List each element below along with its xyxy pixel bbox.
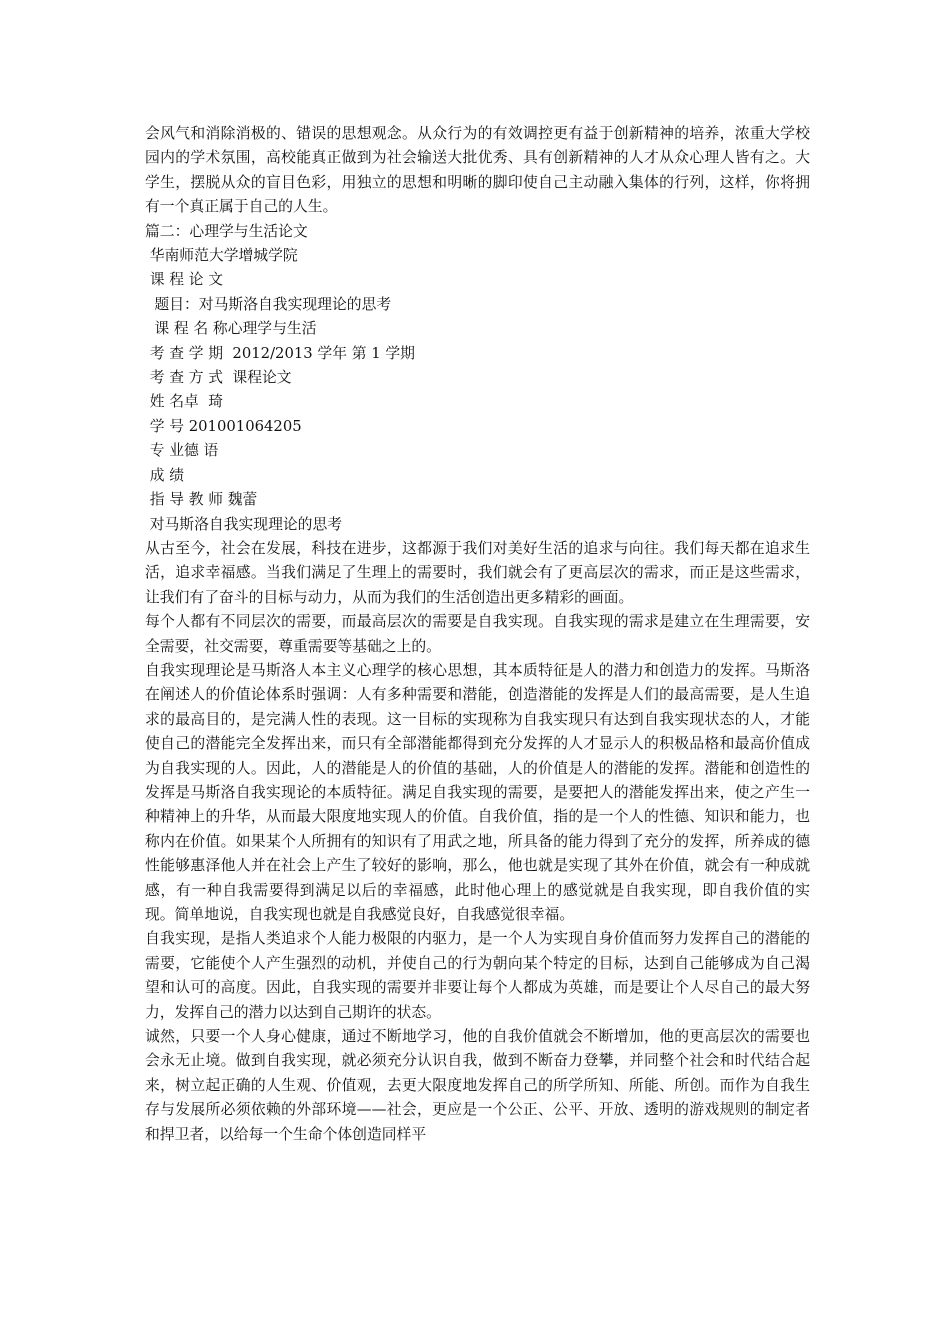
cover-school: 华南师范大学增城学院 (145, 247, 298, 265)
cover-course: 课 程 名 称心理学与生活 (145, 320, 317, 338)
cover-name: 姓 名卓 琦 (145, 393, 224, 411)
cover-major: 专 业德 语 (145, 442, 219, 460)
cover-grade: 成 绩 (145, 466, 185, 484)
cover-term: 考 查 学 期 2012/2013 学年 第 1 学期 (145, 344, 415, 362)
body-paragraph-1: 从古至今，社会在发展，科技在进步，这都源于我们对美好生活的追求与向往。我们每天都在追求生活，追求幸福感。当我们满足了生理上的需要时，我们就会有了更高层次的需求，而正是这些需求，让我们有了奋斗的目标与动力，从而为我们的生活创造出更多精彩的画面。 (145, 539, 810, 606)
section-heading: 篇二：心理学与生活论文 (145, 222, 308, 240)
body-paragraph-3: 自我实现理论是马斯洛人本主义心理学的核心思想，其本质特征是人的潜力和创造力的发挥。马斯洛在阐述人的价值论体系时强调：人有多种需要和潜能，创造潜能的发挥是人们的最高需要，是人生追求的最高目的，是完满人性的表现。这一目标的实现称为自我实现只有达到自我实现状态的人，才能使自己的潜能完全发挥出来，而只有全部潜能都得到充分发挥的人才显示人的积极品格和最高价值成为自我实现的人。因此，人的潜能是人的价值的基础，人的价值是人的潜能的发挥。潜能和创造性的发挥是马斯洛自我实现论的本质特征。满足自我实现的需要，是要把人的潜能发挥出来，使之产生一种精神上的升华，从而最大限度地实现人的价值。自我价值，指的是一个人的性德、知识和能力，也称内在价值。如果某个人所拥有的知识有了用武之地，所具备的能力得到了充分的发挥，所养成的德性能够惠泽他人并在社会上产生了较好的影响，那么，他也就是实现了其外在价值，就会有一种成就感，有一种自我需要得到满足以后的幸福感，此时他心理上的感觉就是自我实现，即自我价值的实现。简单地说，自我实现也就是自我感觉良好，自我感觉很幸福。 (145, 661, 810, 923)
cover-doc-type: 课 程 论 文 (145, 271, 224, 289)
cover-student-id: 学 号 201001064205 (145, 417, 302, 435)
cover-topic: 题目：对马斯洛自我实现理论的思考 (145, 295, 392, 313)
body-paragraph-5: 诚然，只要一个人身心健康，通过不断地学习，他的自我价值就会不断增加，他的更高层次的需要也会永无止境。做到自我实现，就必须充分认识自我，做到不断奋力登攀，并同整个社会和时代结合起来，树立起正确的人生观、价值观，去更大限度地发挥自己的所学所知、所能、所创。而作为自我生存与发展所必须依赖的外部环境——社会，更应是一个公正、公平、开放、透明的游戏规则的制定者和捍卫者，以给每一个生命个体创造同样平 (145, 1028, 810, 1143)
body-paragraph-2: 每个人都有不同层次的需要，而最高层次的需要是自我实现。自我实现的需求是建立在生理需要，安全需要，社交需要，尊重需要等基础之上的。 (145, 613, 810, 655)
document-page (145, 122, 810, 1147)
cover-advisor: 指 导 教 师 魏蕾 (145, 491, 258, 509)
opening-paragraph: 会风气和消除消极的、错误的思想观念。从众行为的有效调控更有益于创新精神的培养，浓重大学校园内的学术氛围，高校能真正做到为社会输送大批优秀、具有创新精神的人才从众心理人皆有之。大学生，摆脱从众的盲目色彩，用独立的思想和明晰的脚印使自己主动融入集体的行列，这样，你将拥有一个真正属于自己的人生。 (145, 125, 810, 216)
body-paragraph-4: 自我实现，是指人类追求个人能力极限的内驱力，是一个人为实现自身价值而努力发挥自己的潜能的需要，它能使个人产生强烈的动机，并使自己的行为朝向某个特定的目标，达到自己能够成为自己渴望和认可的高度。因此，自我实现的需要并非要让每个人都成为英雄，而是要让个人尽自己的最大努力，发挥自己的潜力以达到自己期许的状态。 (145, 930, 810, 1021)
cover-method: 考 查 方 式 课程论文 (145, 369, 292, 387)
essay-title: 对马斯洛自我实现理论的思考 (145, 515, 343, 533)
